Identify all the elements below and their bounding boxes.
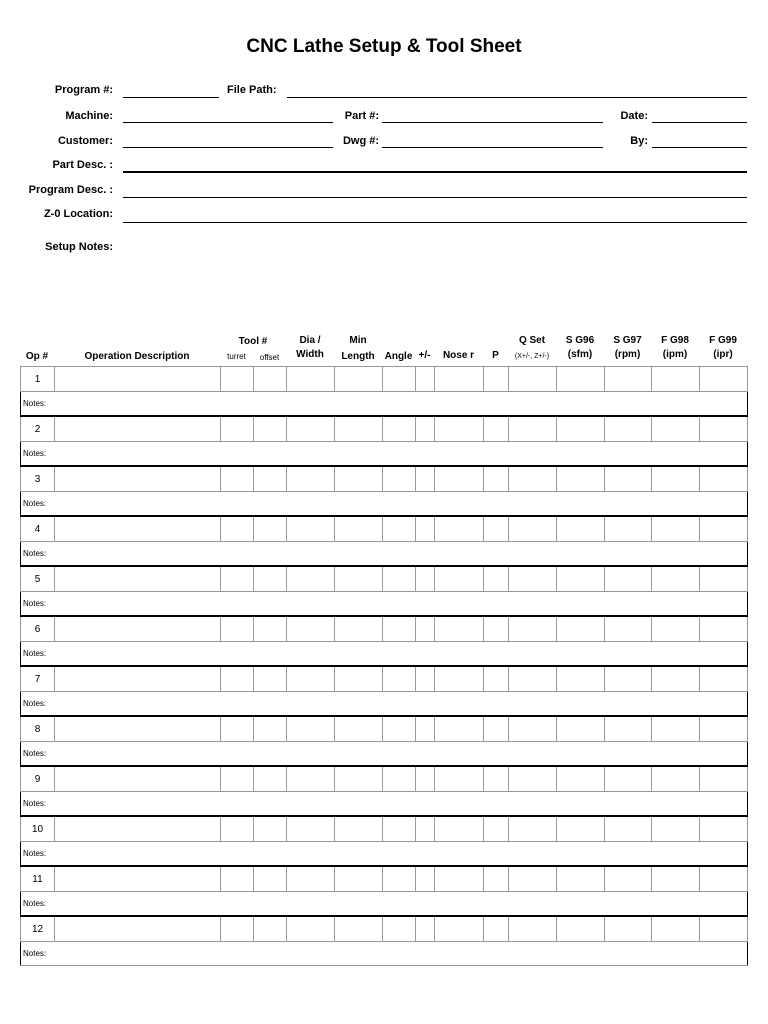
- q-set-cell[interactable]: [509, 566, 557, 592]
- min-length-cell[interactable]: [335, 916, 383, 942]
- plus-minus-cell[interactable]: [416, 866, 435, 892]
- angle-cell[interactable]: [383, 716, 416, 742]
- q-set-cell[interactable]: [509, 866, 557, 892]
- s-g96-cell[interactable]: [557, 666, 605, 692]
- s-g96-cell[interactable]: [557, 367, 605, 392]
- tool-number-header: Tool #: [238, 336, 268, 347]
- angle-cell[interactable]: [383, 566, 416, 592]
- op-number-cell: 7: [21, 666, 55, 692]
- notes-row: [21, 892, 748, 917]
- q-set-cell[interactable]: [509, 516, 557, 542]
- s-g97-cell[interactable]: [605, 367, 652, 392]
- notes-row: [21, 792, 748, 817]
- s-g96-cell[interactable]: [557, 616, 605, 642]
- notes-cell[interactable]: Notes:: [21, 942, 748, 966]
- dia-width-cell[interactable]: [287, 916, 335, 942]
- p-cell[interactable]: [484, 466, 509, 492]
- turret-header: turret: [227, 352, 246, 361]
- p-cell[interactable]: [484, 816, 509, 842]
- customer-label: Customer:: [57, 135, 113, 147]
- f-g99-cell[interactable]: [700, 466, 748, 492]
- op-number-cell: 11: [21, 866, 55, 892]
- notes-cell[interactable]: Notes:: [21, 692, 748, 717]
- dia-header: Dia /: [299, 335, 321, 346]
- f-g98-cell[interactable]: [652, 916, 700, 942]
- s-g96-cell[interactable]: [557, 766, 605, 792]
- s-g97-cell[interactable]: [605, 416, 652, 442]
- min-length-cell[interactable]: [335, 367, 383, 392]
- p-cell[interactable]: [484, 516, 509, 542]
- s-g97-cell[interactable]: [605, 616, 652, 642]
- f-g99-cell[interactable]: [700, 766, 748, 792]
- operation-description-header: Operation Description: [84, 351, 190, 362]
- angle-cell[interactable]: [383, 416, 416, 442]
- plus-minus-cell[interactable]: [416, 916, 435, 942]
- s-g96-cell[interactable]: [557, 866, 605, 892]
- operation-description-cell[interactable]: [55, 666, 221, 692]
- f-g99-cell[interactable]: [700, 866, 748, 892]
- f-g99-cell[interactable]: [700, 367, 748, 392]
- date-label: Date:: [620, 110, 648, 122]
- op-row: [21, 616, 748, 642]
- min-length-cell[interactable]: [335, 866, 383, 892]
- min-length-cell[interactable]: [335, 516, 383, 542]
- turret-cell[interactable]: [221, 916, 254, 942]
- offset-cell[interactable]: [254, 866, 287, 892]
- offset-cell[interactable]: [254, 716, 287, 742]
- op-number-cell: 10: [21, 816, 55, 842]
- p-cell[interactable]: [484, 367, 509, 392]
- nose-radius-cell[interactable]: [435, 716, 484, 742]
- f-g98-cell[interactable]: [652, 466, 700, 492]
- s-g96-unit-header: (sfm): [567, 349, 593, 360]
- angle-cell[interactable]: [383, 367, 416, 392]
- by-field[interactable]: [652, 147, 747, 148]
- p-cell[interactable]: [484, 666, 509, 692]
- date-field[interactable]: [652, 122, 747, 123]
- q-set-cell[interactable]: [509, 666, 557, 692]
- notes-row: [21, 442, 748, 467]
- op-number-cell: 9: [21, 766, 55, 792]
- op-row: [21, 716, 748, 742]
- op-row: [21, 866, 748, 892]
- plus-minus-header: +/-: [418, 350, 431, 361]
- f-g99-cell[interactable]: [700, 416, 748, 442]
- f-g98-cell[interactable]: [652, 516, 700, 542]
- plus-minus-cell[interactable]: [416, 666, 435, 692]
- offset-cell[interactable]: [254, 566, 287, 592]
- f-g98-cell[interactable]: [652, 766, 700, 792]
- turret-cell[interactable]: [221, 666, 254, 692]
- f-g98-cell[interactable]: [652, 866, 700, 892]
- notes-row: [21, 692, 748, 717]
- notes-row: [21, 392, 748, 417]
- program-number-label: Program #:: [54, 84, 113, 96]
- f-g98-cell[interactable]: [652, 666, 700, 692]
- plus-minus-cell[interactable]: [416, 616, 435, 642]
- offset-cell[interactable]: [254, 816, 287, 842]
- operation-description-cell[interactable]: [55, 416, 221, 442]
- notes-row: [21, 592, 748, 617]
- f-g98-cell[interactable]: [652, 616, 700, 642]
- op-row: [21, 466, 748, 492]
- min-length-cell[interactable]: [335, 816, 383, 842]
- file-path-label: File Path:: [227, 84, 277, 96]
- nose-radius-header: Nose r: [442, 350, 475, 361]
- notes-cell[interactable]: Notes:: [21, 492, 748, 517]
- op-row: [21, 416, 748, 442]
- op-row: [21, 566, 748, 592]
- turret-cell[interactable]: [221, 616, 254, 642]
- turret-cell[interactable]: [221, 766, 254, 792]
- min-length-cell[interactable]: [335, 766, 383, 792]
- offset-cell[interactable]: [254, 616, 287, 642]
- s-g97-cell[interactable]: [605, 516, 652, 542]
- p-header: P: [492, 350, 499, 361]
- op-number-cell: 2: [21, 416, 55, 442]
- q-set-cell[interactable]: [509, 616, 557, 642]
- turret-cell[interactable]: [221, 516, 254, 542]
- turret-cell[interactable]: [221, 566, 254, 592]
- min-length-cell[interactable]: [335, 616, 383, 642]
- operation-description-cell[interactable]: [55, 766, 221, 792]
- q-set-cell[interactable]: [509, 766, 557, 792]
- p-cell[interactable]: [484, 866, 509, 892]
- plus-minus-cell[interactable]: [416, 516, 435, 542]
- angle-cell[interactable]: [383, 866, 416, 892]
- angle-cell[interactable]: [383, 916, 416, 942]
- f-g98-cell[interactable]: [652, 816, 700, 842]
- op-number-cell: 3: [21, 466, 55, 492]
- nose-radius-cell[interactable]: [435, 916, 484, 942]
- f-g99-cell[interactable]: [700, 716, 748, 742]
- operations-table: [20, 366, 748, 966]
- turret-cell[interactable]: [221, 816, 254, 842]
- operation-description-cell[interactable]: [55, 367, 221, 392]
- q-set-cell[interactable]: [509, 367, 557, 392]
- dia-width-cell[interactable]: [287, 416, 335, 442]
- length-header: Length: [341, 351, 375, 362]
- page-title: CNC Lathe Setup & Tool Sheet: [246, 36, 522, 57]
- s-g97-cell[interactable]: [605, 466, 652, 492]
- s-g97-header: S G97: [613, 335, 642, 346]
- notes-row: [21, 742, 748, 767]
- q-set-cell[interactable]: [509, 716, 557, 742]
- op-number-cell: 6: [21, 616, 55, 642]
- dia-width-cell[interactable]: [287, 816, 335, 842]
- f-g98-cell[interactable]: [652, 716, 700, 742]
- angle-cell[interactable]: [383, 816, 416, 842]
- nose-radius-cell[interactable]: [435, 816, 484, 842]
- f-g99-cell[interactable]: [700, 916, 748, 942]
- offset-header: offset: [259, 353, 280, 362]
- f-g99-unit-header: (ipr): [713, 349, 733, 360]
- offset-cell[interactable]: [254, 766, 287, 792]
- dwg-number-label: Dwg #:: [342, 135, 379, 147]
- by-label: By:: [630, 135, 648, 147]
- s-g97-cell[interactable]: [605, 566, 652, 592]
- notes-cell[interactable]: Notes:: [21, 392, 748, 417]
- s-g96-cell[interactable]: [557, 816, 605, 842]
- f-g99-cell[interactable]: [700, 616, 748, 642]
- z0-location-field[interactable]: [123, 222, 747, 223]
- p-cell[interactable]: [484, 416, 509, 442]
- turret-cell[interactable]: [221, 716, 254, 742]
- operation-description-cell[interactable]: [55, 566, 221, 592]
- op-number-cell: 5: [21, 566, 55, 592]
- op-number-cell: 12: [21, 916, 55, 942]
- nose-radius-cell[interactable]: [435, 367, 484, 392]
- part-number-field[interactable]: [382, 122, 603, 123]
- notes-row: [21, 842, 748, 867]
- s-g96-cell[interactable]: [557, 416, 605, 442]
- operation-description-cell[interactable]: [55, 916, 221, 942]
- part-number-label: Part #:: [344, 110, 379, 122]
- angle-header: Angle: [384, 351, 413, 362]
- turret-cell[interactable]: [221, 367, 254, 392]
- angle-cell[interactable]: [383, 616, 416, 642]
- offset-cell[interactable]: [254, 916, 287, 942]
- turret-cell[interactable]: [221, 466, 254, 492]
- operation-description-cell[interactable]: [55, 466, 221, 492]
- notes-cell[interactable]: Notes:: [21, 842, 748, 867]
- angle-cell[interactable]: [383, 516, 416, 542]
- f-g99-cell[interactable]: [700, 816, 748, 842]
- f-g98-unit-header: (ipm): [662, 349, 688, 360]
- nose-radius-cell[interactable]: [435, 616, 484, 642]
- s-g96-header: S G96: [565, 335, 595, 346]
- plus-minus-cell[interactable]: [416, 566, 435, 592]
- nose-radius-cell[interactable]: [435, 866, 484, 892]
- customer-field[interactable]: [123, 147, 333, 148]
- s-g96-cell[interactable]: [557, 916, 605, 942]
- plus-minus-cell[interactable]: [416, 766, 435, 792]
- part-desc-label: Part Desc. :: [52, 159, 113, 171]
- offset-cell[interactable]: [254, 516, 287, 542]
- width-header: Width: [296, 349, 324, 360]
- plus-minus-cell[interactable]: [416, 716, 435, 742]
- notes-cell[interactable]: Notes:: [21, 642, 748, 667]
- op-number-header: Op #: [25, 351, 49, 362]
- dia-width-cell[interactable]: [287, 566, 335, 592]
- dia-width-cell[interactable]: [287, 766, 335, 792]
- min-length-cell[interactable]: [335, 566, 383, 592]
- notes-cell[interactable]: Notes:: [21, 892, 748, 917]
- nose-radius-cell[interactable]: [435, 766, 484, 792]
- operation-description-cell[interactable]: [55, 866, 221, 892]
- min-length-cell[interactable]: [335, 466, 383, 492]
- dia-width-cell[interactable]: [287, 516, 335, 542]
- s-g97-cell[interactable]: [605, 916, 652, 942]
- dia-width-cell[interactable]: [287, 367, 335, 392]
- s-g96-cell[interactable]: [557, 716, 605, 742]
- notes-cell[interactable]: Notes:: [21, 542, 748, 567]
- op-row: [21, 516, 748, 542]
- offset-cell[interactable]: [254, 416, 287, 442]
- dia-width-cell[interactable]: [287, 716, 335, 742]
- q-set-header: Q Set: [518, 335, 546, 346]
- p-cell[interactable]: [484, 766, 509, 792]
- q-set-cell[interactable]: [509, 466, 557, 492]
- f-g98-cell[interactable]: [652, 367, 700, 392]
- nose-radius-cell[interactable]: [435, 566, 484, 592]
- f-g98-header: F G98: [661, 335, 689, 346]
- op-number-cell: 4: [21, 516, 55, 542]
- f-g98-cell[interactable]: [652, 566, 700, 592]
- dia-width-cell[interactable]: [287, 866, 335, 892]
- dia-width-cell[interactable]: [287, 666, 335, 692]
- nose-radius-cell[interactable]: [435, 416, 484, 442]
- offset-cell[interactable]: [254, 466, 287, 492]
- p-cell[interactable]: [484, 716, 509, 742]
- turret-cell[interactable]: [221, 416, 254, 442]
- s-g97-cell[interactable]: [605, 816, 652, 842]
- s-g97-unit-header: (rpm): [614, 349, 641, 360]
- notes-cell[interactable]: Notes:: [21, 742, 748, 767]
- machine-field[interactable]: [123, 122, 333, 123]
- op-row: [21, 816, 748, 842]
- notes-row: [21, 942, 748, 966]
- min-length-cell[interactable]: [335, 666, 383, 692]
- notes-cell[interactable]: Notes:: [21, 442, 748, 467]
- op-number-cell: 1: [21, 367, 55, 392]
- op-row: [21, 916, 748, 942]
- operation-description-cell[interactable]: [55, 716, 221, 742]
- dwg-number-field[interactable]: [382, 147, 603, 148]
- notes-cell[interactable]: Notes:: [21, 592, 748, 617]
- f-g98-cell[interactable]: [652, 416, 700, 442]
- plus-minus-cell[interactable]: [416, 367, 435, 392]
- z0-location-label: Z-0 Location:: [43, 208, 113, 220]
- dia-width-cell[interactable]: [287, 466, 335, 492]
- s-g97-cell[interactable]: [605, 666, 652, 692]
- machine-label: Machine:: [65, 110, 113, 122]
- plus-minus-cell[interactable]: [416, 466, 435, 492]
- min-length-cell[interactable]: [335, 416, 383, 442]
- program-desc-field[interactable]: [123, 197, 747, 198]
- s-g97-cell[interactable]: [605, 716, 652, 742]
- notes-row: [21, 542, 748, 567]
- s-g96-cell[interactable]: [557, 516, 605, 542]
- offset-cell[interactable]: [254, 367, 287, 392]
- s-g97-cell[interactable]: [605, 866, 652, 892]
- part-desc-field[interactable]: [123, 171, 747, 173]
- p-cell[interactable]: [484, 616, 509, 642]
- q-set-cell[interactable]: [509, 416, 557, 442]
- q-set-sub-header: (X+/-, Z+/-): [514, 353, 550, 360]
- f-g99-header: F G99: [709, 335, 737, 346]
- s-g96-cell[interactable]: [557, 566, 605, 592]
- setup-notes-label: Setup Notes:: [45, 241, 113, 253]
- s-g97-cell[interactable]: [605, 766, 652, 792]
- program-number-field[interactable]: [123, 97, 219, 98]
- offset-cell[interactable]: [254, 666, 287, 692]
- angle-cell[interactable]: [383, 466, 416, 492]
- p-cell[interactable]: [484, 566, 509, 592]
- op-row: [21, 666, 748, 692]
- plus-minus-cell[interactable]: [416, 816, 435, 842]
- angle-cell[interactable]: [383, 666, 416, 692]
- f-g99-cell[interactable]: [700, 566, 748, 592]
- dia-width-cell[interactable]: [287, 616, 335, 642]
- p-cell[interactable]: [484, 916, 509, 942]
- nose-radius-cell[interactable]: [435, 516, 484, 542]
- min-header: Min: [349, 335, 367, 346]
- op-number-cell: 8: [21, 716, 55, 742]
- nose-radius-cell[interactable]: [435, 466, 484, 492]
- f-g99-cell[interactable]: [700, 516, 748, 542]
- q-set-cell[interactable]: [509, 916, 557, 942]
- notes-row: [21, 642, 748, 667]
- plus-minus-cell[interactable]: [416, 416, 435, 442]
- op-row: [21, 766, 748, 792]
- notes-row: [21, 492, 748, 517]
- op-row: [21, 367, 748, 392]
- operation-description-cell[interactable]: [55, 816, 221, 842]
- operation-description-cell[interactable]: [55, 616, 221, 642]
- notes-cell[interactable]: Notes:: [21, 792, 748, 817]
- file-path-field[interactable]: [287, 97, 747, 98]
- f-g99-cell[interactable]: [700, 666, 748, 692]
- min-length-cell[interactable]: [335, 716, 383, 742]
- program-desc-label: Program Desc. :: [28, 184, 113, 196]
- turret-cell[interactable]: [221, 866, 254, 892]
- q-set-cell[interactable]: [509, 816, 557, 842]
- nose-radius-cell[interactable]: [435, 666, 484, 692]
- angle-cell[interactable]: [383, 766, 416, 792]
- operation-description-cell[interactable]: [55, 516, 221, 542]
- s-g96-cell[interactable]: [557, 466, 605, 492]
